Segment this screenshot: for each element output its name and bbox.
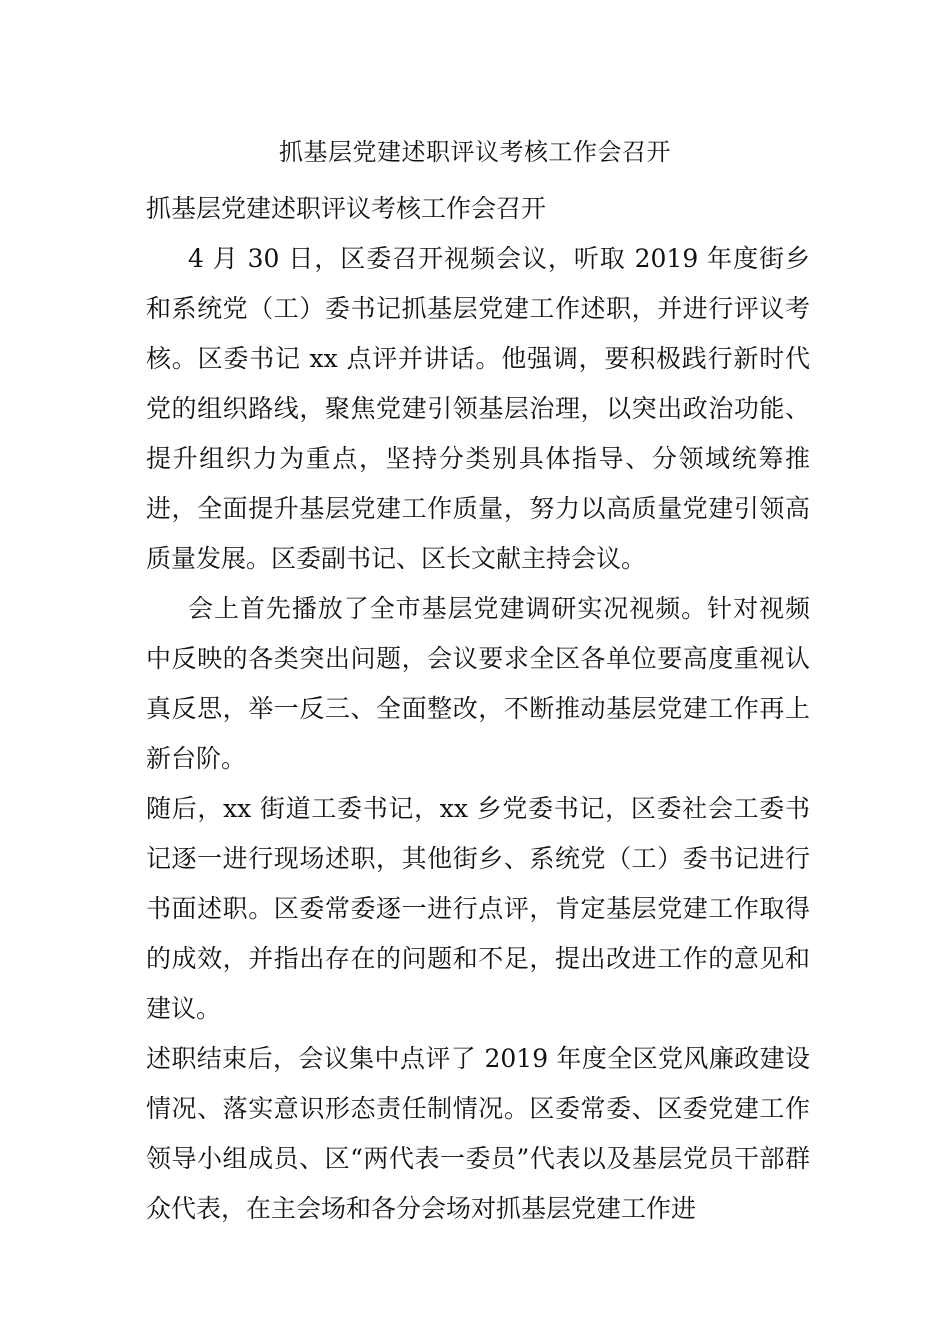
document-subtitle: 抓基层党建述职评议考核工作会召开 [146, 194, 547, 223]
paragraph-3: 随后，xx 街道工委书记，xx 乡党委书记，区委社会工委书记逐一进行现场述职，其他街乡、系统党（工）委书记进行书面述职。区委常委逐一进行点评，肯定基层党建工作取得的成效，并指出存在的问题和不足，提出改进工作的意见和建议。 [146, 794, 810, 1023]
document-title: 抓基层党建述职评议考核工作会召开 [279, 138, 671, 166]
document-body [146, 184, 810, 1234]
paragraph-4: 述职结束后，会议集中点评了 2019 年度全区党风廉政建设情况、落实意识形态责任制情况。区委常委、区委党建工作领导小组成员、区“两代表一委员”代表以及基层党员干部群众代表，在主会场和各分会场对抓基层党建工作进 [146, 1044, 810, 1223]
paragraph-1: 4 月 30 日，区委召开视频会议，听取 2019 年度街乡和系统党（工）委书记抓基层党建工作述职，并进行评议考核。区委书记 xx 点评并讲话。他强调，要积极践行新时代党的组织路线，聚焦党建引领基层治理，以突出政治功能、提升组织力为重点，坚持分类别具体指导、分领域统筹推进，全面提升基层党建工作质量，努力以高质量党建引领高质量发展。区委副书记、区长文献主持会议。 [146, 244, 810, 573]
paragraph-2: 会上首先播放了全市基层党建调研实况视频。针对视频中反映的各类突出问题，会议要求全区各单位要高度重视认真反思，举一反三、全面整改，不断推动基层党建工作再上新台阶。 [146, 594, 810, 773]
